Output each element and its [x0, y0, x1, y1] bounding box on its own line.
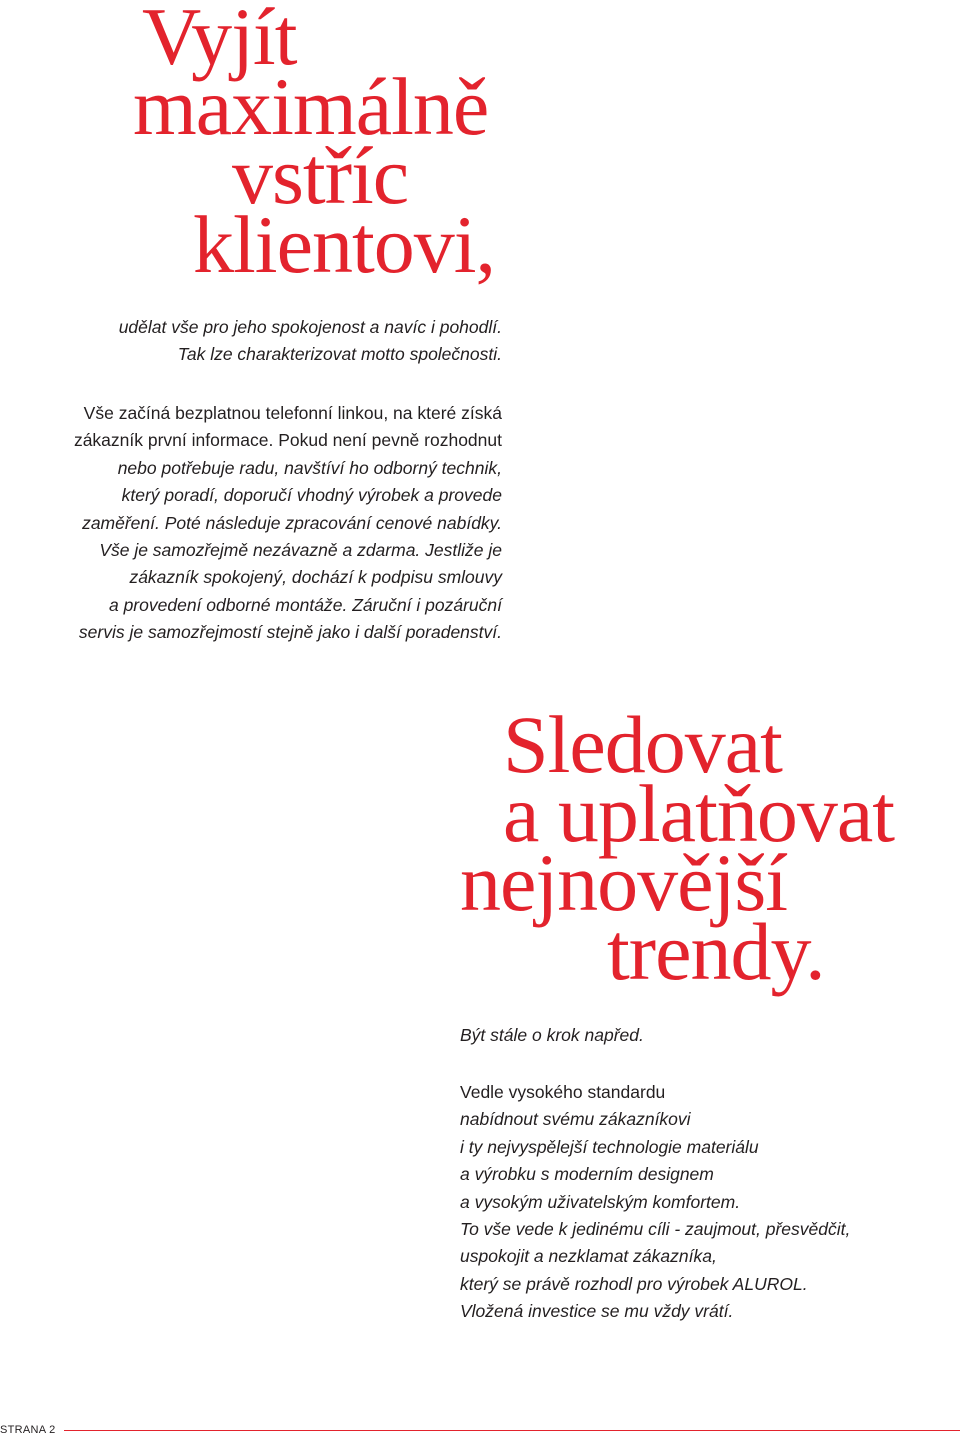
service-paragraph [74, 400, 502, 647]
text-line: Tak lze charakterizovat motto společnosti. [177, 344, 502, 365]
text-line: Vložená investice se mu vždy vrátí. [460, 1301, 734, 1322]
text-line: a provedení odborné montáže. Záruční i pozáruční [108, 594, 502, 615]
motto-paragraph [119, 314, 502, 369]
text-line: a výrobku s moderním designem [460, 1164, 714, 1185]
text-line: To vše vede k jedinému cíli - zaujmout, přesvědčit, [460, 1219, 851, 1240]
text-line: který se právě rozhodl pro výrobek ALUROL. [460, 1273, 808, 1294]
headline-line: vstříc [232, 130, 409, 221]
text-line: i ty nejvyspělejší technologie materiálu [460, 1136, 759, 1157]
text-line: zákazník první informace. Pokud není pevně rozhodnut [73, 430, 502, 451]
headline-line: a uplatňovat [503, 768, 895, 859]
footer-divider [64, 1430, 960, 1431]
headline-line: Sledovat [503, 699, 782, 790]
text-line: udělat vše pro jeho spokojenost a navíc i pohodlí. [118, 317, 502, 337]
page-footer [0, 1420, 960, 1437]
headline-line: Vyjít [142, 0, 297, 82]
text-line: Vedle vysokého standardu [460, 1082, 666, 1102]
trends-paragraph [460, 1079, 850, 1326]
headline-line: trendy. [607, 906, 825, 997]
text-line: a vysokým uživatelským komfortem. [460, 1191, 741, 1212]
headline-line: maximálně [133, 61, 489, 152]
text-line: nebo potřebuje radu, navštíví ho odborný technik, [117, 457, 502, 478]
headline-line: klientovi, [193, 199, 496, 290]
text-line: uspokojit a nezklamat zákazníka, [460, 1246, 717, 1267]
text-line: servis je samozřejmostí stejně jako i další poradenství. [78, 622, 502, 643]
headline-vyjit-vstric [0, 0, 520, 290]
text-line: Vše je samozřejmě nezávazně a zdarma. Jestliže je [99, 540, 502, 561]
text-line: nabídnout svému zákazníkovi [460, 1109, 691, 1130]
text-line: který poradí, doporučí vhodný výrobek a provede [121, 485, 502, 506]
text-line: Vše začíná bezplatnou telefonní linkou, na které získá [83, 403, 502, 423]
text-line: zaměření. Poté následuje zpracování cenové nabídky. [82, 512, 502, 533]
tagline: Být stále o krok napřed. [460, 1025, 644, 1045]
text-line: zákazník spokojený, dochází k podpisu smlouvy [129, 567, 502, 588]
headline-sledovat-trendy [440, 690, 940, 1000]
headline-line: nejnovější [460, 837, 788, 928]
page-number: STRANA 2 [0, 1424, 56, 1436]
